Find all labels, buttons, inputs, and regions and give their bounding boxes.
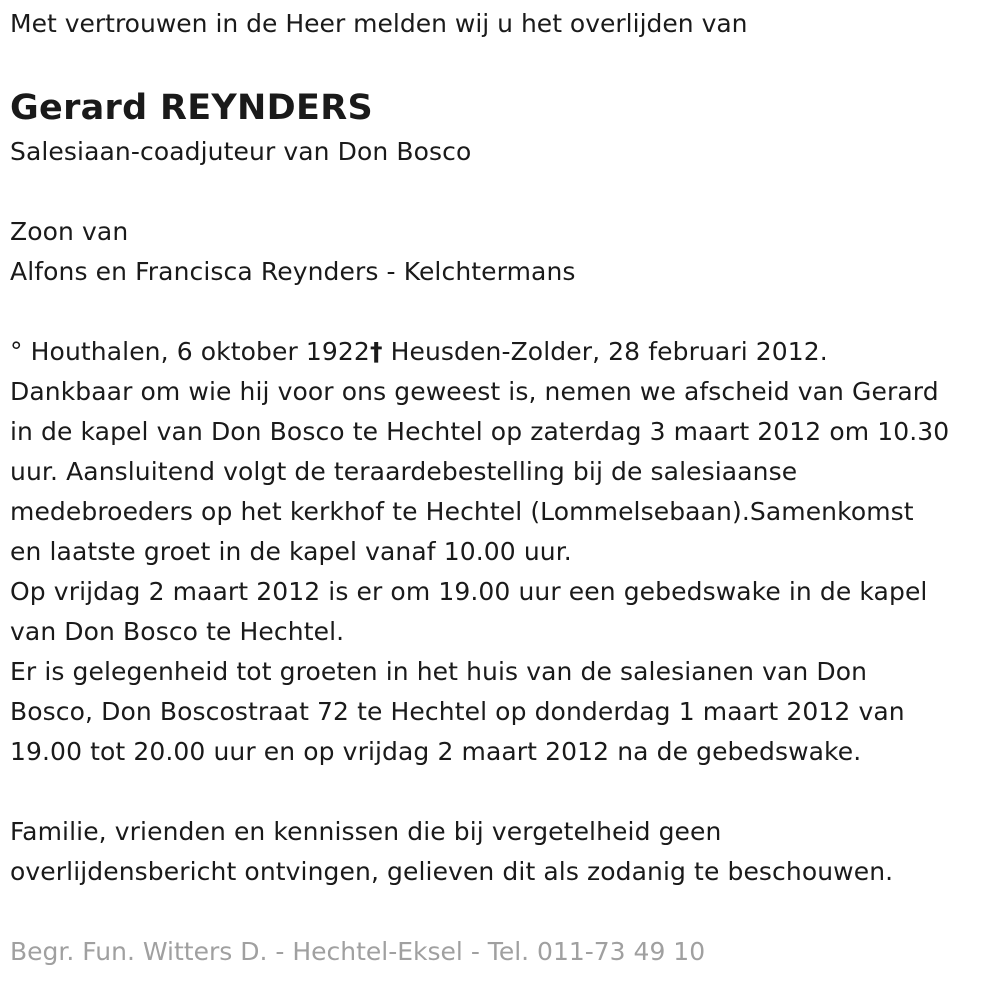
death-date: Heusden-Zolder, 28 februari 2012.	[382, 337, 828, 366]
closing-line: Familie, vrienden en kennissen die bij vergetelheid geen	[10, 817, 722, 846]
spacer	[10, 172, 995, 212]
birth-date: ° Houthalen, 6 oktober 1922	[10, 337, 370, 366]
intro-text: Met vertrouwen in de Heer melden wij u het overlijden van	[10, 9, 748, 38]
body-line: medebroeders op het kerkhof te Hechtel (Lommelsebaan).Samenkomst	[10, 497, 914, 526]
body-line: Bosco, Don Boscostraat 72 te Hechtel op donderdag 1 maart 2012 van	[10, 697, 905, 726]
body-line: van Don Bosco te Hechtel.	[10, 617, 345, 646]
body-line: Er is gelegenheid tot groeten in het huis van de salesianen van Don	[10, 657, 868, 686]
closing-text	[10, 812, 995, 892]
parents-names: Alfons en Francisca Reynders - Kelchtermans	[10, 257, 576, 286]
birth-death-dates	[10, 332, 995, 372]
body-line: Dankbaar om wie hij voor ons geweest is, nemen we afscheid van Gerard	[10, 377, 939, 406]
deceased-title: Salesiaan-coadjuteur van Don Bosco	[10, 137, 472, 166]
parents-label: Zoon van	[10, 217, 129, 246]
funeral-home-footer: Begr. Fun. Witters D. - Hechtel-Eksel - Tel. 011-73 49 10	[10, 937, 706, 966]
body-line: uur. Aansluitend volgt de teraardebestelling bij de salesiaanse	[10, 457, 798, 486]
body-line: en laatste groet in de kapel vanaf 10.00 uur.	[10, 537, 572, 566]
body-line: in de kapel van Don Bosco te Hechtel op zaterdag 3 maart 2012 om 10.30	[10, 417, 950, 446]
deceased-name: Gerard REYNDERS	[10, 88, 373, 128]
body-line: 19.00 tot 20.00 uur en op vrijdag 2 maart 2012 na de gebedswake.	[10, 737, 862, 766]
body-text	[10, 372, 995, 772]
cross-icon: †	[369, 337, 383, 366]
spacer	[10, 292, 995, 332]
body-line: Op vrijdag 2 maart 2012 is er om 19.00 uur een gebedswake in de kapel	[10, 577, 928, 606]
death-notice	[10, 4, 995, 892]
spacer	[10, 772, 995, 812]
closing-line: overlijdensbericht ontvingen, gelieven dit als zodanig te beschouwen.	[10, 857, 894, 886]
